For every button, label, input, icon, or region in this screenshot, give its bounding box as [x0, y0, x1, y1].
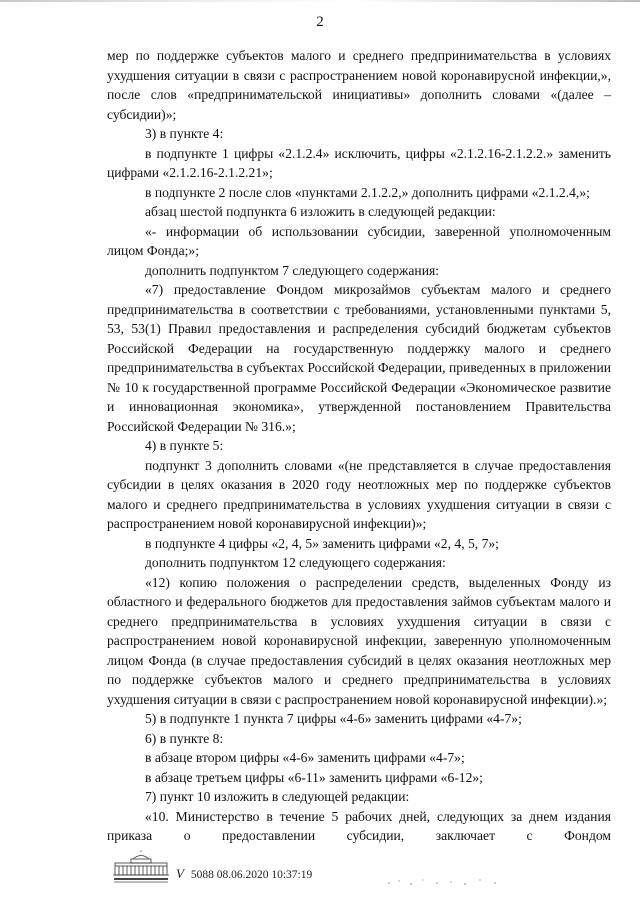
paragraph: дополнить подпунктом 12 следующего содержания:: [145, 555, 446, 570]
paragraph: в подпункте 1 цифры «2.1.2.4» исключить, цифры «2.1.2.16-2.1.2.2.» заменить цифрами «2.1.2.16-2.1.2.21»;: [107, 145, 611, 180]
paragraph: мер по поддержке субъектов малого и среднего предпринимательства в условиях ухудшения ситуации в связи с распространением новой коронавирусной инфекции,», после слов «предпринимательской инициативы» дополнить словами «(далее – субсидии)»;: [107, 48, 611, 122]
government-building-emblem: [111, 850, 171, 884]
paragraph: 3) в пункте 4:: [145, 126, 224, 141]
document-registration-stamp: [176, 866, 312, 882]
paragraph: 6) в пункте 8:: [145, 730, 224, 746]
paragraph: в абзаце втором цифры «4-6» заменить цифрами «4-7»;: [145, 750, 465, 765]
paragraph: абзац шестой подпункта 6 изложить в следующей редакции:: [145, 204, 496, 219]
paragraph: «- информации об использовании субсидии, заверенной уполномоченным лицом Фонда;»;: [107, 223, 611, 258]
paragraph: «12) копию положения о распределении средств, выделенных Фонду из областного и федерального бюджетов для предоставления займов субъектам малого и среднего предпринимательства в условиях ухудшения ситуации в связи с распространением новой коронавирусной инфекции, заверенную уполномоченным лицом Фонда (в случае предоставления субсидий в целях оказания неотложных мер по поддержке субъектов малого и среднего предпринимательства в условиях ухудшения ситуации в связи с распространением новой коронавирусной инфекции).»;: [107, 574, 611, 707]
scan-noise: [385, 877, 505, 887]
page-number: 2: [316, 14, 324, 30]
paragraph: в абзаце третьем цифры «6-11» заменить цифрами «6-12»;: [145, 769, 483, 785]
paragraph: 4) в пункте 5:: [145, 438, 224, 453]
paragraph: в подпункте 2 после слов «пунктами 2.1.2.2,» дополнить цифрами «2.1.2.4,»;: [145, 184, 590, 200]
paragraph: подпункт 3 дополнить словами «(не представляется в случае предоставления субсидии в целях оказания в 2020 году неотложных мер по поддержке субъектов малого и среднего предпринимательства в условиях ухудшения ситуации в связи с распространением новой коронавирусной инфекции)»;: [107, 457, 611, 531]
paragraph: 7) пункт 10 изложить в следующей редакции:: [145, 789, 410, 804]
paragraph: 5) в подпункте 1 пункта 7 цифры «4-6» заменить цифрами «4-7»;: [145, 711, 522, 726]
registration-datetime: 08.06.2020 10:37:19: [216, 869, 313, 881]
scan-edge: [0, 0, 640, 2]
paragraph: «10. Министерство в течение 5 рабочих дней, следующих за днем издания приказа о предоставлении субсидии, заключает с Фондом: [107, 808, 611, 843]
registration-number: 5088: [190, 869, 214, 881]
paragraph: «7) предоставление Фондом микрозаймов субъектам малого и среднего предпринимательства в соответствии с требованиями, установленными пунктами 5, 53, 53(1) Правил предоставления и распределения субсидий бюджетам субъектов Российской Федерации на государственную поддержку малого и среднего предпринимательства в субъектах Российской Федерации, приведенных в приложении № 10 к государственной программе Российской Федерации «Экономическое развитие и инновационная экономика», утвержденной постановлением Правительства Российской Федерации № 316.»;: [107, 282, 611, 434]
paragraph: в подпункте 4 цифры «2, 4, 5» заменить цифрами «2, 4, 5, 7»;: [145, 535, 499, 551]
document-body: [107, 46, 611, 846]
paragraph: дополнить подпунктом 7 следующего содержания:: [145, 262, 440, 278]
registration-letter: V: [176, 866, 184, 881]
